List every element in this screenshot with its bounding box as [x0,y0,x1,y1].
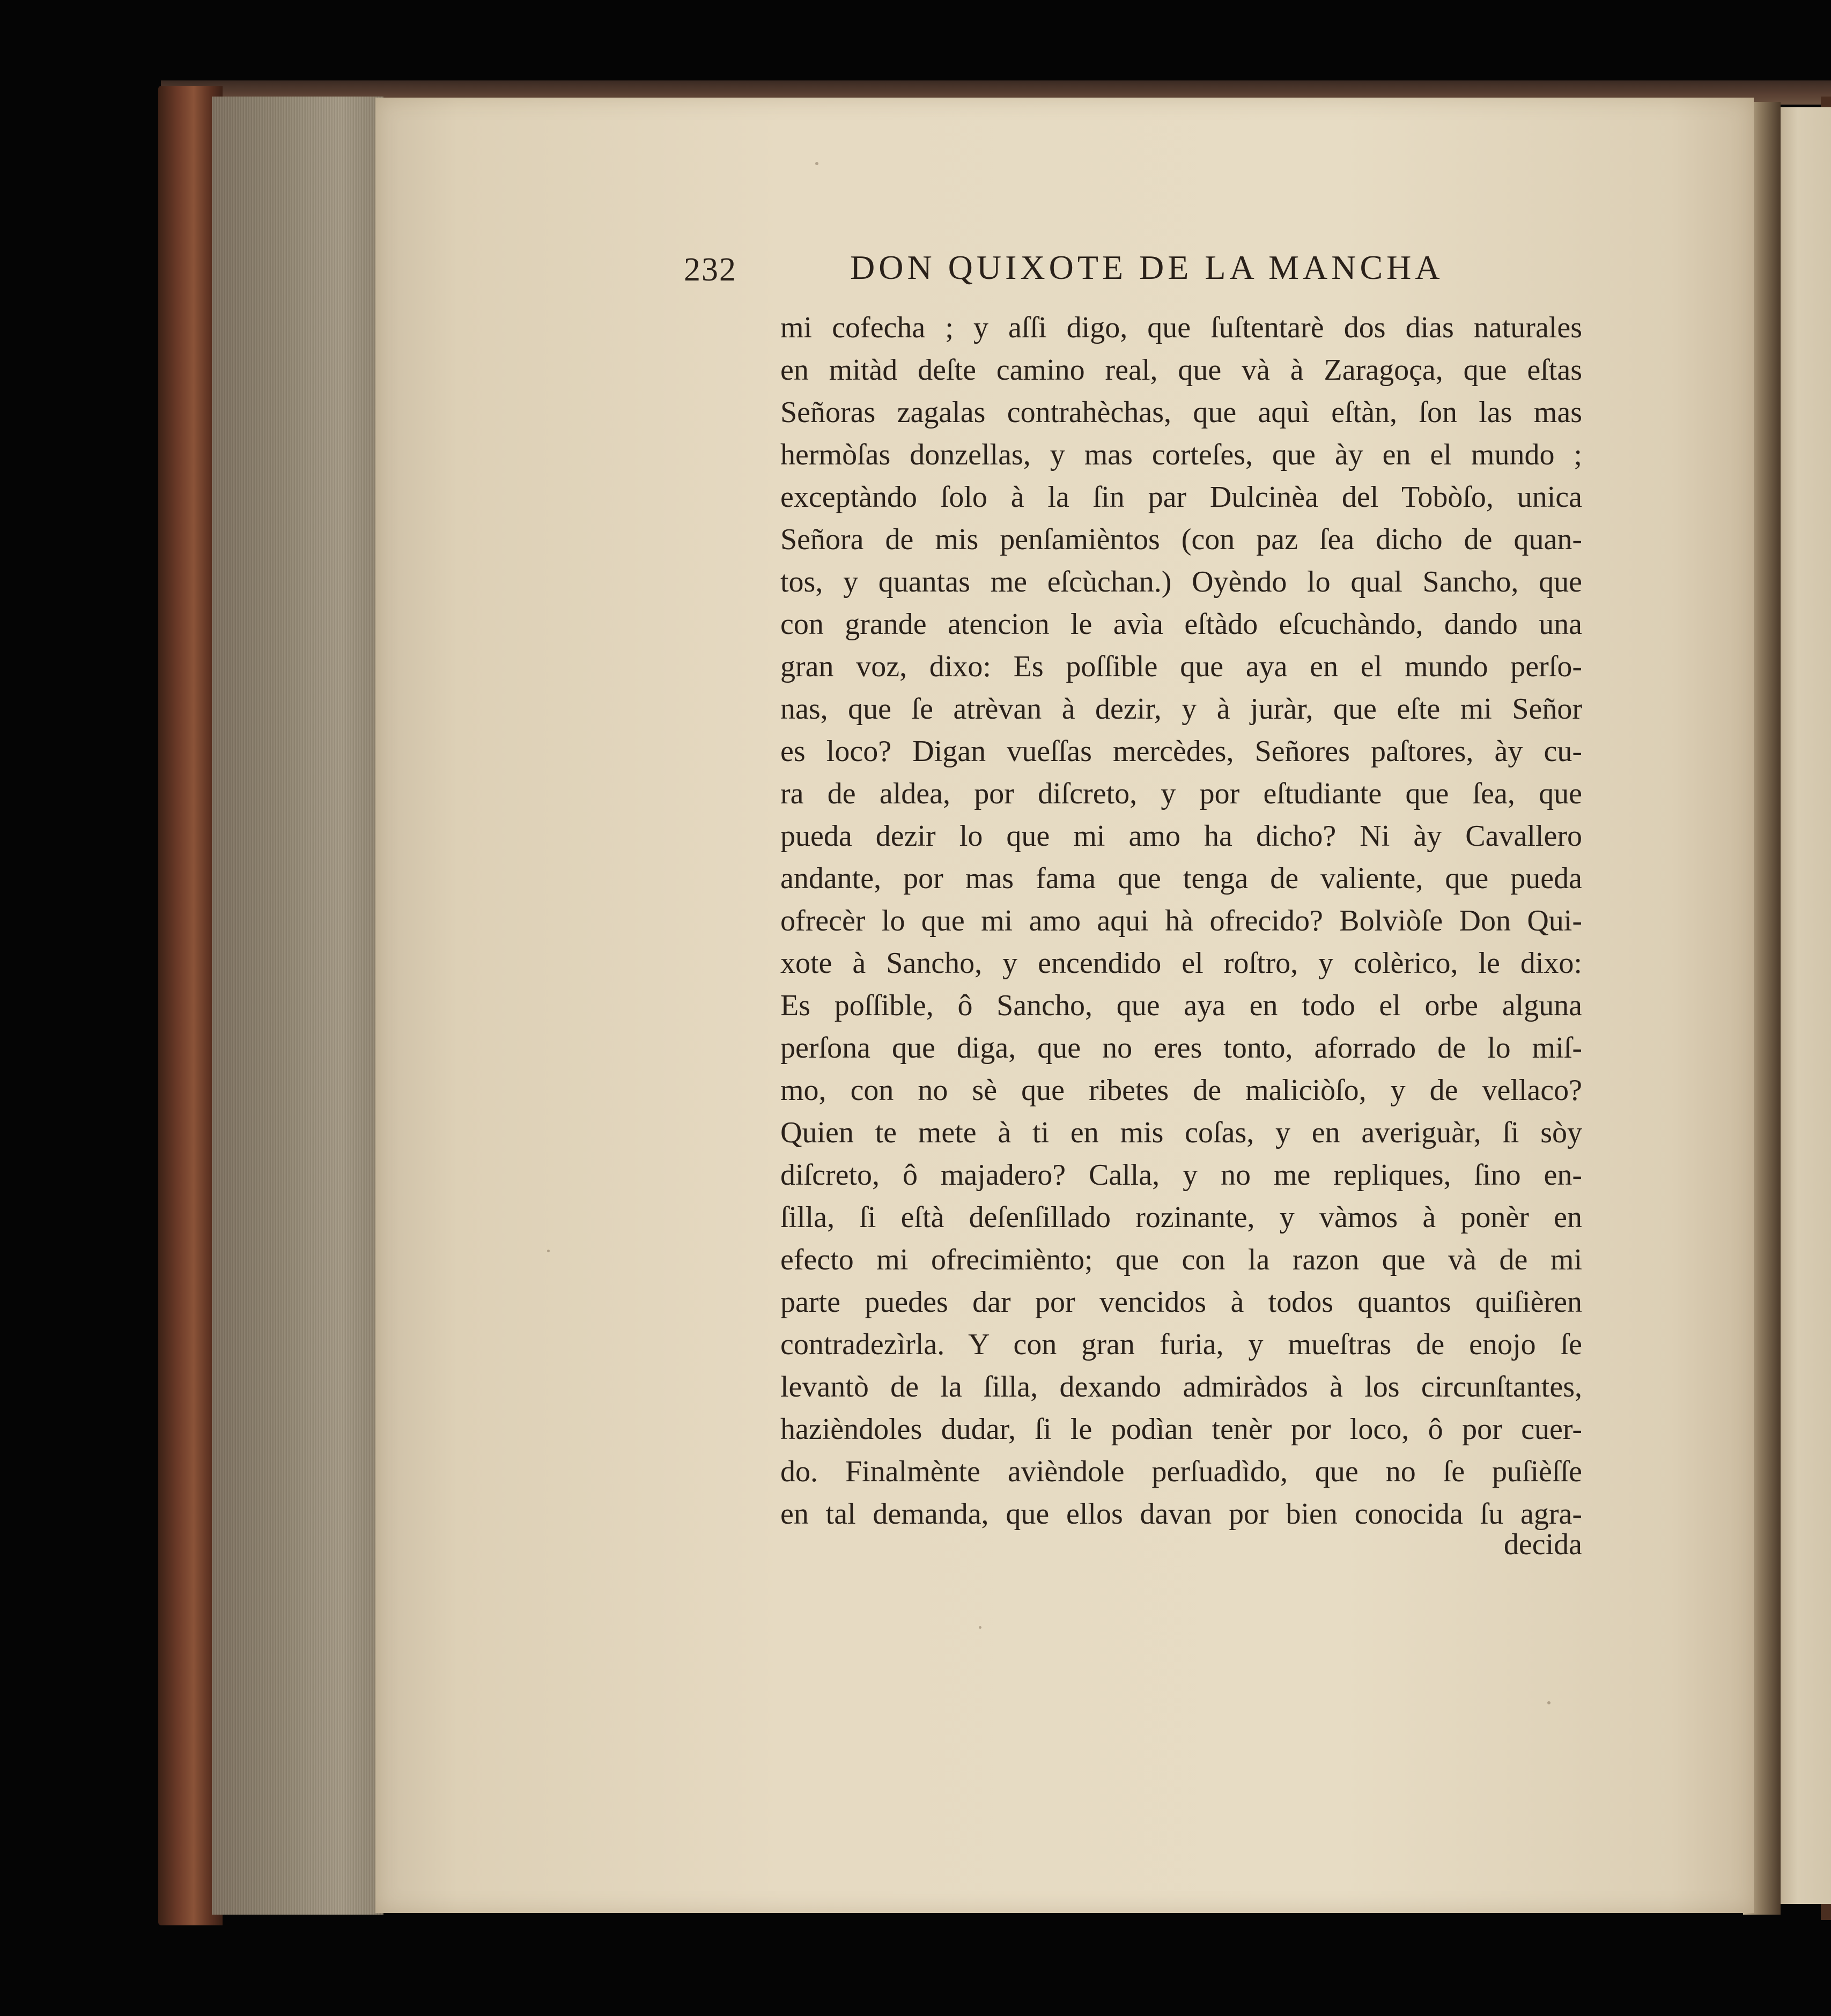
text-line: hazièndoles dudar, ſi le podìan tenèr por loco, ô por cuer- [780,1413,1582,1446]
text-line: Quien te mete à ti en mis coſas, y en averiguàr, ſi sòy [780,1116,1582,1149]
text-line: do. Finalmènte avièndole perſuadìdo, que no ſe puſièſſe [780,1455,1582,1488]
paper-speck [979,1626,981,1629]
text-line: efecto mi ofrecimiènto; que con la razon que và de mi [780,1243,1582,1276]
text-line: mo, con no sè que ribetes de maliciòſo, y de vellaco? [780,1074,1582,1107]
text-line: es loco? Digan vueſſas mercèdes, Señores paſtores, ày cu- [780,735,1582,768]
catchword: decida [1503,1528,1582,1561]
text-line: andante, por mas fama que tenga de valiente, que pueda [780,862,1582,895]
text-line: Señoras zagalas contrahèchas, que aquì eſtàn, ſon las mas [780,396,1582,429]
text-line: mi cofecha ; y aſſi digo, que ſuſtentarè dos dias naturales [780,311,1582,344]
text-line: Es poſſible, ô Sancho, que aya en todo el orbe alguna [780,989,1582,1022]
facing-page-sliver [1775,107,1831,1904]
paper-speck [1547,1701,1551,1704]
text-line: pueda dezir lo que mi amo ha dicho? Ni ày Cavallero [780,819,1582,853]
text-line: gran voz, dixo: Es poſſible que aya en el mundo perſo- [780,650,1582,683]
text-line: en tal demanda, que ellos davan por bien conocida ſu agra- [780,1497,1582,1531]
text-line: nas, que ſe atrèvan à dezir, y à juràr, que eſte mi Señor [780,692,1582,726]
text-line: ra de aldea, por diſcreto, y por eſtudiante que ſea, que [780,777,1582,810]
text-line: con grande atencion le avìa eſtàdo eſcuchàndo, dando una [780,608,1582,641]
text-line: parte puedes dar por vencidos à todos quantos quiſièren [780,1286,1582,1319]
body-text [780,307,1582,1535]
text-line: Señora de mis penſamièntos (con paz ſea dicho de quan- [780,523,1582,556]
text-line: tos, y quantas me eſcùchan.) Oyèndo lo qual Sancho, que [780,565,1582,599]
text-line: contradezìrla. Y con gran furia, y mueſtras de enojo ſe [780,1328,1582,1361]
running-head: DON QUIXOTE DE LA MANCHA [850,248,1444,286]
text-line: exceptàndo ſolo à la ſin par Dulcinèa del Tobòſo, unica [780,481,1582,514]
page-number: 232 [684,252,737,288]
paper-speck [547,1250,550,1252]
text-line: ſilla, ſi eſtà deſenſillado rozinante, y vàmos à ponèr en [780,1201,1582,1234]
text-line: levantò de la ſilla, dexando admiràdos à los circunſtantes, [780,1370,1582,1404]
text-line: en mitàd deſte camino real, que và à Zaragoça, que eſtas [780,353,1582,387]
text-line: ofrecèr lo que mi amo aqui hà ofrecido? Bolviòſe Don Qui- [780,904,1582,937]
text-line: perſona que diga, que no eres tonto, aforrado de lo miſ- [780,1031,1582,1065]
text-line: diſcreto, ô majadero? Calla, y no me repliques, ſino en- [780,1158,1582,1192]
paper-speck [815,162,818,165]
page-stack-edge [212,97,383,1915]
text-line: hermòſas donzellas, y mas corteſes, que ày en el mundo ; [780,438,1582,471]
text-line: xote à Sancho, y encendido el roſtro, y colèrico, le dixo: [780,947,1582,980]
